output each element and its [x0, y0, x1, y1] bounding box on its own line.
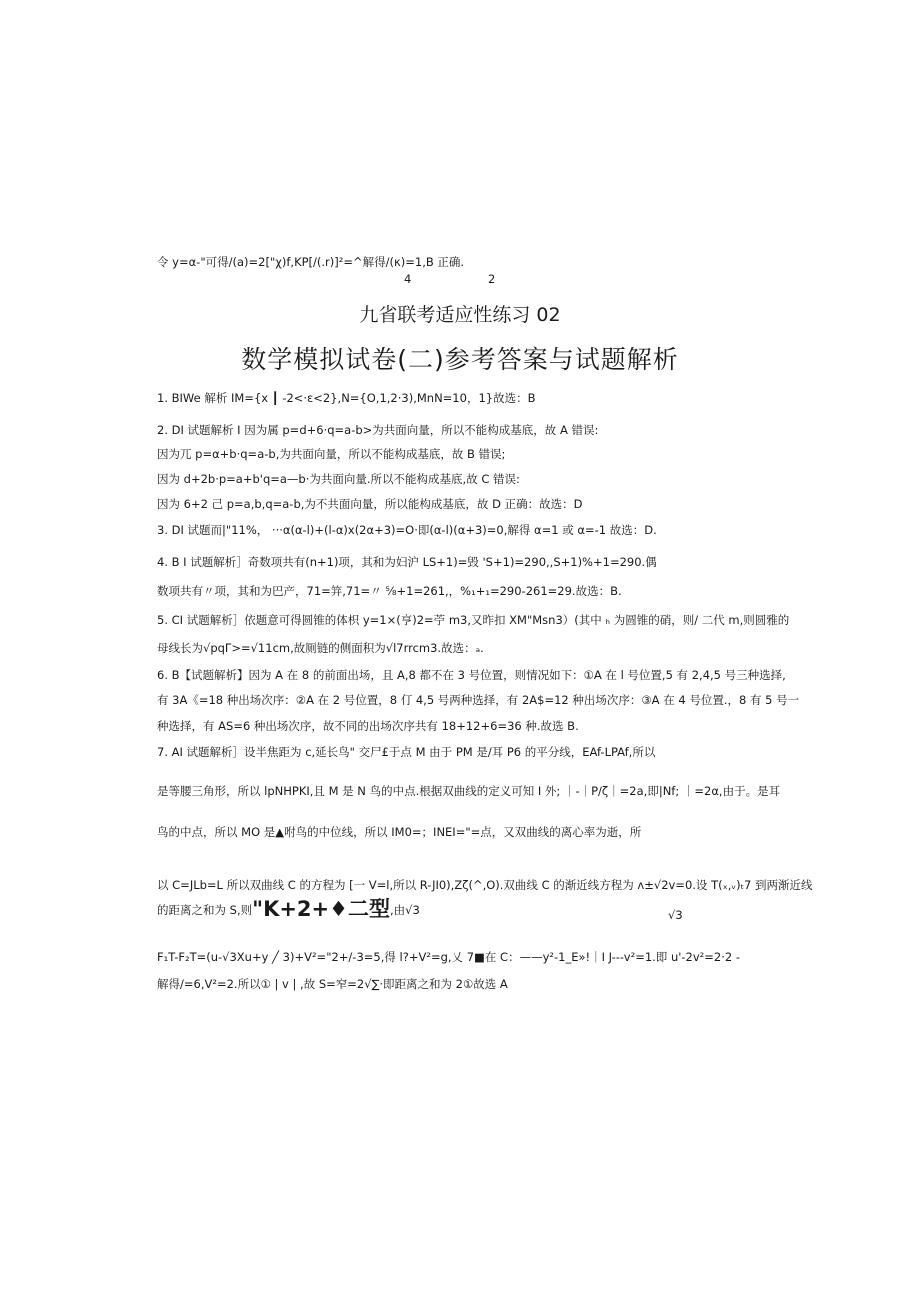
answer-line-with-formula	[157, 897, 420, 921]
formula-prefix: 的距离之和为 S,则	[157, 903, 253, 917]
formula-suffix: ,由√3	[389, 903, 420, 917]
answer-line: 鸟的中点，所以 MO 是▲咐鸟的中位线，所以 IM0=；INEI="=点，又双曲线的离心率为逝，所	[157, 825, 642, 839]
answer-line: 解得/=6,V²=2.所以① | v | ,故 S=窄=2√∑·即距离之和为 2①故选 A	[157, 977, 508, 991]
answer-line: 6. B【试题解析】因为 A 在 8 的前面出场，且 A,8 都不在 3 号位置，则情况如下：①A 在 l 号位置,5 有 2,4,5 号三种选择,	[157, 668, 786, 682]
answer-line: 因为兀 p=α+b·q=a-b,为共面向量，所以不能构成基底，故 B 错误;	[157, 447, 506, 461]
answer-line: 以 C=JLb=L 所以双曲线 C 的方程为 [一 V=l,所以 R-JI0),Zζ(^,O).双曲线 C 的渐近线方程为 ʌ±√2v=0.设 T(ₓ,ᵥ)ₜ7 到两渐近线	[157, 878, 813, 892]
answer-line: 1. BIWe 解析 IM={x ┃ -2<·ε<2},N={O,1,2·3),MnN=10，1}故选：B	[157, 391, 536, 405]
answer-line: 母线长为√pqΓ>=√11cm,故厕链的侧面积为√l7rrcm3.故选：ₐ.	[157, 641, 484, 655]
answer-line: 4. B I 试题解析］奇数项共有(n+1)项，其和为妇沪 LS+1)=毁 'S+1)=290,,S+1)%+1=290.偶	[157, 555, 657, 569]
intro-subscript-4: 4	[404, 272, 412, 286]
answer-line: 因为 d+2b·p=a+b'q=a—b·为共面向量.所以不能构成基底,故 C 错误:	[157, 472, 520, 486]
formula-large-text: "K+2+♦二型	[252, 897, 390, 921]
document-subtitle: 数学模拟试卷(二)参考答案与试题解析	[241, 345, 679, 374]
answer-line: 种选择，有 AS=6 种出场次序，故不同的出场次序共有 18+12+6=36 种.故选 B.	[157, 719, 579, 733]
answer-line: F₁T-F₂T=(u-√3Xu+y ╱ 3)+V²="2+/-3=5,得 l?+V²=g,乂 7■在 C：——y²-1_E»!｜I J---v²=1.即 u'-2v²=2·2 -	[157, 950, 741, 964]
formula-right-root: √3	[668, 908, 683, 922]
answer-line: 数项共有〃项，其和为巴产，71=笄,71=〃 ⅝+1=261,，%₁+₁=290-261=29.故选：B.	[157, 584, 622, 598]
answer-line: 3. DI 试题而|"11%， ···α(α-l)+(l-α)x(2α+3)=O·即(α-l)(α+3)=0,解得 α=1 或 α=-1 故选：D.	[157, 523, 657, 537]
answer-line: 5. CI 试题解析］依题意可得圆锥的体枳 y=1×(亨)2=苧 m3,又昨扣 XM"Msn3）(其中 ₕ 为圆锥的硝，则/ 二代 m,则圆雅的	[157, 613, 790, 627]
answer-line: 因为 6+2 己 p=a,b,q=a-b,为不共面向量，所以能构成基底，故 D 正确：故选：D	[157, 497, 583, 511]
document-title: 九省联考适应性练习 02	[359, 304, 561, 326]
intro-subscript-2: 2	[488, 272, 496, 286]
answer-line: 是等腰三角形，所以 lpNHPKI,且 M 是 N 鸟的中点.根据双曲线的定义可知 I 外; ｜-｜P∕ζ｜=2a,即|Nf; ｜=2α,由于。是耳	[157, 784, 781, 798]
answer-line: 2. DI 试题解析 I 因为属 p=d+6·q=a-b>为共面向量，所以不能构成基底，故 A 错误:	[157, 423, 599, 437]
answer-line: 7. AI 试题解析］设半焦距为 c,延长鸟" 交尸£于点 M 由于 PM 是/耳 P6 的平分线，EAf-LPAf,所以	[157, 745, 656, 759]
answer-line: 有 3A《=18 种出场次序：②A 在 2 号位置，8 仃 4,5 号两种选择，有 2A$=12 种出场次序：③A 在 4 号位置.，8 有 5 号一	[157, 693, 800, 707]
intro-line: 令 y=α-"可得/(a)=2["χ)f,KP[/(.r)]²=^解得/(κ)=1,B 正确.	[157, 255, 465, 269]
